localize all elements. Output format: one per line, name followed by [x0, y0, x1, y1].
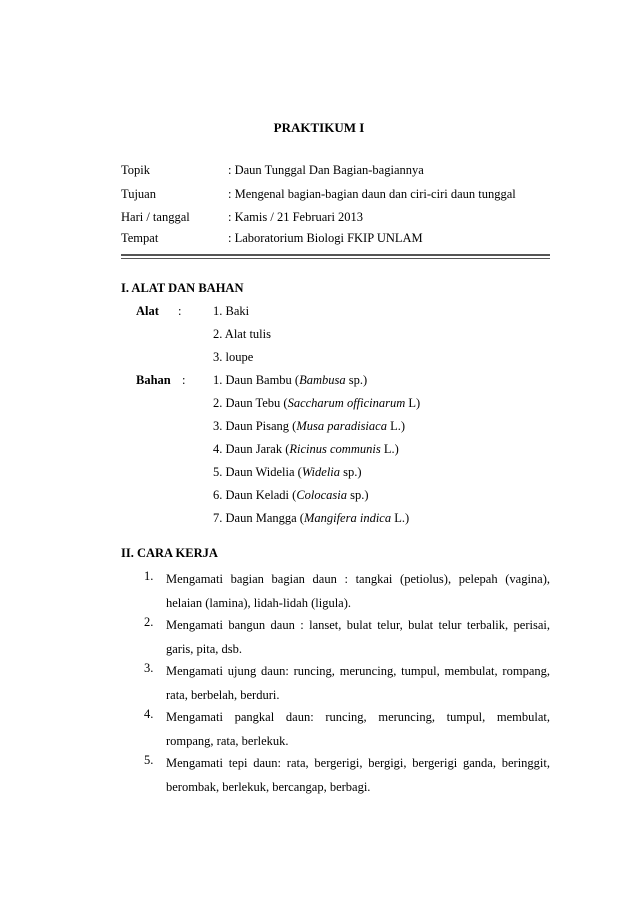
- step-text: Mengamati ujung daun: runcing, meruncing, tumpul, membulat, rompang, rata, berbelah, berduri.: [166, 664, 550, 702]
- meta-label: Hari / tanggal: [121, 210, 190, 224]
- bahan-item: 3. Daun Pisang (Musa paradisiaca L.): [213, 419, 406, 433]
- bahan-item: 5. Daun Widelia (Widelia sp.): [213, 465, 362, 479]
- step-text: Mengamati pangkal daun: runcing, meruncing, tumpul, membulat, rompang, rata, berlekuk.: [166, 710, 550, 748]
- bahan-item: 2. Daun Tebu (Saccharum officinarum L): [213, 396, 421, 410]
- step-text: Mengamati bagian bagian daun : tangkai (petiolus), pelepah (vagina), helaian (lamina), lidah-lidah (ligula).: [166, 572, 550, 610]
- meta-label: Tujuan: [121, 187, 156, 201]
- meta-value: : Laboratorium Biologi FKIP UNLAM: [228, 231, 423, 245]
- alat-item: 1. Baki: [213, 304, 250, 318]
- bahan-item: 1. Daun Bambu (Bambusa sp.): [213, 373, 368, 387]
- bahan-label: Bahan: [136, 373, 171, 387]
- meta-label: Tempat: [121, 231, 159, 245]
- step-number: 1.: [144, 569, 154, 583]
- alat-label: Alat: [136, 304, 159, 318]
- alat-colon: :: [178, 304, 182, 318]
- header-divider-thick: [121, 254, 550, 256]
- header-divider-thin: [121, 258, 550, 259]
- bahan-item: 7. Daun Mangga (Mangifera indica L.): [213, 511, 410, 525]
- alat-item: 3. loupe: [213, 350, 254, 364]
- alat-item: 2. Alat tulis: [213, 327, 271, 341]
- bahan-item: 4. Daun Jarak (Ricinus communis L.): [213, 442, 399, 456]
- bahan-item: 6. Daun Keladi (Colocasia sp.): [213, 488, 369, 502]
- meta-value: : Mengenal bagian-bagian daun dan ciri-ciri daun tunggal: [228, 187, 516, 201]
- page-title: PRAKTIKUM I: [273, 120, 365, 135]
- step-number: 3.: [144, 661, 154, 675]
- section-heading-cara-kerja: II. CARA KERJA: [121, 546, 218, 560]
- step-text: Mengamati tepi daun: rata, bergerigi, bergigi, bergerigi ganda, beringgit, berombak, berlekuk, bercangap, berbagi.: [166, 756, 550, 794]
- section-heading-alat-bahan: I. ALAT DAN BAHAN: [121, 281, 244, 295]
- step-number: 2.: [144, 615, 154, 629]
- bahan-colon: :: [182, 373, 186, 387]
- step-number: 5.: [144, 753, 154, 767]
- meta-value: : Daun Tunggal Dan Bagian-bagiannya: [228, 163, 424, 177]
- step-number: 4.: [144, 707, 154, 721]
- meta-value: : Kamis / 21 Februari 2013: [228, 210, 364, 224]
- step-text: Mengamati bangun daun : lanset, bulat telur, bulat telur terbalik, perisai, garis, pita, dsb.: [166, 618, 550, 656]
- meta-label: Topik: [121, 163, 150, 177]
